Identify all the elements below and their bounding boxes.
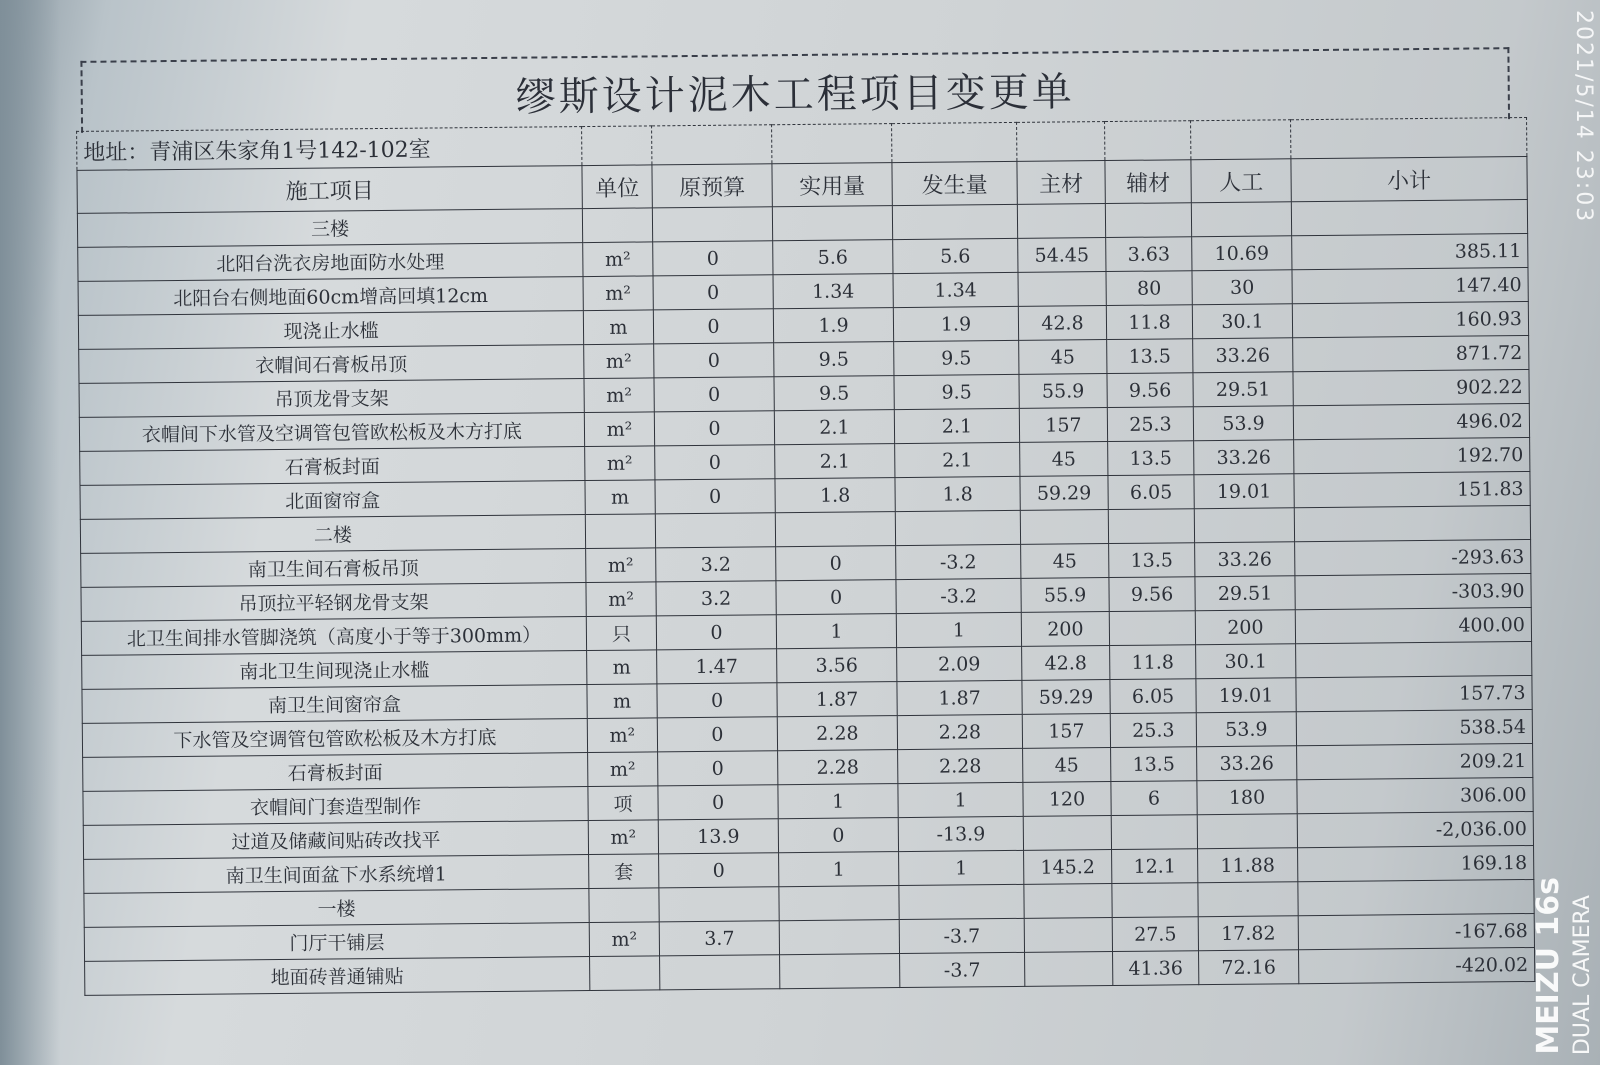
cell-diff: -3.2 bbox=[896, 544, 1021, 579]
cell-used: 2.28 bbox=[777, 716, 897, 751]
cell-aux: 80 bbox=[1106, 271, 1192, 306]
cell-budget: 0 bbox=[653, 275, 773, 310]
cell-aux: 27.5 bbox=[1112, 917, 1198, 952]
cell-budget: 13.9 bbox=[658, 819, 778, 854]
cell-diff: 9.5 bbox=[894, 374, 1019, 409]
cell-diff: -3.7 bbox=[899, 918, 1024, 953]
cell-item: 吊顶龙骨支架 bbox=[79, 379, 584, 418]
cell-unit: 只 bbox=[586, 616, 656, 651]
cell-subtotal: 871.72 bbox=[1293, 335, 1529, 371]
cell-aux: 13.5 bbox=[1111, 747, 1197, 782]
cell-budget: 0 bbox=[656, 615, 776, 650]
header-used: 实用量 bbox=[772, 163, 892, 207]
cell-main: 55.9 bbox=[1021, 578, 1109, 613]
cell-budget: 0 bbox=[658, 785, 778, 820]
cell-aux: 6 bbox=[1111, 781, 1197, 816]
cell-used: 0 bbox=[778, 818, 898, 853]
cell-main: 157 bbox=[1019, 408, 1107, 443]
cell-main: 157 bbox=[1022, 714, 1110, 749]
cell-unit: m bbox=[583, 310, 653, 345]
cell-used: 2.1 bbox=[774, 410, 894, 445]
cell-labor: 17.82 bbox=[1198, 916, 1298, 951]
cell-main: 45 bbox=[1021, 544, 1109, 579]
cell-subtotal: 538.54 bbox=[1296, 709, 1532, 745]
cell-item: 北阳台右侧地面60cm增高回填12cm bbox=[78, 277, 583, 316]
cell-diff: 1.87 bbox=[897, 680, 1022, 715]
cell-unit: m bbox=[585, 480, 655, 515]
cell-aux bbox=[1109, 611, 1195, 646]
cell-budget: 1.47 bbox=[657, 649, 777, 684]
cell-aux: 13.5 bbox=[1109, 543, 1195, 578]
cell-unit: m² bbox=[585, 446, 655, 481]
cell-item: 吊顶拉平轻钢龙骨支架 bbox=[81, 583, 586, 622]
cell-labor: 33.26 bbox=[1194, 440, 1294, 475]
cell-main: 55.9 bbox=[1019, 374, 1107, 409]
floor-label: 三楼 bbox=[77, 209, 582, 248]
cell-diff: 2.1 bbox=[895, 442, 1020, 477]
header-budget: 原预算 bbox=[652, 164, 772, 208]
cell-item: 南卫生间面盆下水系统增1 bbox=[84, 855, 589, 894]
cell-unit: m² bbox=[588, 820, 658, 855]
cell-labor: 53.9 bbox=[1196, 712, 1296, 747]
cell-budget: 0 bbox=[658, 751, 778, 786]
cell-subtotal: 169.18 bbox=[1298, 845, 1534, 881]
cell-unit: m² bbox=[587, 718, 657, 753]
address-cell bbox=[77, 127, 582, 171]
cell-item: 南卫生间窗帘盒 bbox=[82, 685, 587, 724]
floor-label: 一楼 bbox=[84, 889, 589, 928]
cell-labor bbox=[1197, 814, 1297, 849]
cell-aux: 11.8 bbox=[1106, 305, 1192, 340]
cell-labor: 53.9 bbox=[1193, 406, 1293, 441]
cell-aux: 9.56 bbox=[1107, 373, 1193, 408]
cell-item: 衣帽间门套造型制作 bbox=[83, 787, 588, 826]
cell-item: 石膏板封面 bbox=[80, 447, 585, 486]
cell-item: 北面窗帘盒 bbox=[80, 481, 585, 520]
cell-main bbox=[1024, 918, 1112, 953]
cell-aux: 12.1 bbox=[1112, 849, 1198, 884]
cell-budget: 0 bbox=[659, 853, 779, 888]
photo-timestamp: 2021/5/14 23:03 bbox=[1571, 10, 1596, 224]
cell-subtotal: -420.02 bbox=[1299, 947, 1535, 983]
cell-budget: 0 bbox=[655, 479, 775, 514]
header-diff: 发生量 bbox=[892, 161, 1017, 205]
cell-main: 45 bbox=[1023, 748, 1111, 783]
cell-diff: 2.28 bbox=[898, 748, 1023, 783]
cell-diff: 2.1 bbox=[894, 408, 1019, 443]
cell-diff: 2.09 bbox=[897, 646, 1022, 681]
header-labor: 人工 bbox=[1191, 159, 1291, 203]
cell-aux: 9.56 bbox=[1109, 577, 1195, 612]
cell-labor: 30.1 bbox=[1192, 304, 1292, 339]
camera-brand-watermark: MEIZU 16s bbox=[1531, 877, 1566, 1055]
document-title: 缪斯设计泥木工程项目变更单 bbox=[515, 68, 1075, 121]
cell-subtotal: 902.22 bbox=[1293, 369, 1529, 405]
cell-unit: m² bbox=[586, 548, 656, 583]
cell-budget: 0 bbox=[653, 241, 773, 276]
cell-subtotal: 160.93 bbox=[1292, 301, 1528, 337]
cell-budget: 3.7 bbox=[659, 921, 779, 956]
cell-labor: 29.51 bbox=[1195, 576, 1295, 611]
cell-item: 南卫生间石膏板吊顶 bbox=[81, 549, 586, 588]
cell-used: 1.87 bbox=[777, 682, 897, 717]
cell-used: 1 bbox=[779, 852, 899, 887]
cell-subtotal: 192.70 bbox=[1294, 437, 1530, 473]
cell-subtotal: 400.00 bbox=[1295, 607, 1531, 643]
cell-aux: 13.5 bbox=[1107, 339, 1193, 374]
cell-unit: m² bbox=[586, 582, 656, 617]
cell-used: 9.5 bbox=[774, 342, 894, 377]
cell-aux: 41.36 bbox=[1113, 951, 1199, 986]
cell-unit: m² bbox=[584, 412, 654, 447]
cell-aux: 6.05 bbox=[1108, 475, 1194, 510]
cell-used: 1.9 bbox=[773, 308, 893, 343]
cell-labor: 180 bbox=[1197, 780, 1297, 815]
cell-budget bbox=[660, 955, 780, 990]
cell-used: 0 bbox=[776, 546, 896, 581]
cell-main: 42.8 bbox=[1022, 646, 1110, 681]
header-subtotal: 小计 bbox=[1291, 157, 1527, 202]
cell-subtotal: -167.68 bbox=[1298, 913, 1534, 949]
cell-main: 200 bbox=[1021, 612, 1109, 647]
cell-subtotal: 209.21 bbox=[1297, 743, 1533, 779]
cell-labor: 11.88 bbox=[1198, 848, 1298, 883]
cell-aux: 6.05 bbox=[1110, 679, 1196, 714]
cell-budget: 0 bbox=[654, 411, 774, 446]
cell-unit: 项 bbox=[588, 786, 658, 821]
cell-budget: 3.2 bbox=[656, 547, 776, 582]
header-unit: 单位 bbox=[582, 165, 652, 209]
cell-budget: 0 bbox=[653, 309, 773, 344]
cell-diff: 1 bbox=[899, 850, 1024, 885]
cell-main: 59.29 bbox=[1022, 680, 1110, 715]
cell-unit: m² bbox=[588, 752, 658, 787]
cell-main: 45 bbox=[1019, 340, 1107, 375]
cell-unit: m² bbox=[589, 922, 659, 957]
cell-budget: 0 bbox=[654, 343, 774, 378]
cell-main bbox=[1025, 952, 1113, 987]
cell-item: 门厅干铺层 bbox=[84, 923, 589, 962]
floor-label: 二楼 bbox=[80, 515, 585, 554]
cell-item: 衣帽间石膏板吊顶 bbox=[79, 345, 584, 384]
cell-diff: 9.5 bbox=[894, 340, 1019, 375]
cell-unit: m bbox=[587, 650, 657, 685]
cell-used: 1.8 bbox=[775, 478, 895, 513]
cell-unit: m² bbox=[584, 344, 654, 379]
cell-aux: 3.63 bbox=[1106, 237, 1192, 272]
cell-diff: 1.34 bbox=[893, 272, 1018, 307]
cell-subtotal: 157.73 bbox=[1296, 675, 1532, 711]
cell-budget: 0 bbox=[657, 683, 777, 718]
cell-used: 1 bbox=[778, 784, 898, 819]
cell-diff: 1.8 bbox=[895, 476, 1020, 511]
cell-labor: 200 bbox=[1195, 610, 1295, 645]
cell-subtotal: 151.83 bbox=[1294, 471, 1530, 507]
cell-used: 1 bbox=[776, 614, 896, 649]
cell-subtotal bbox=[1296, 641, 1532, 677]
cell-main: 54.45 bbox=[1018, 238, 1106, 273]
header-main-material: 主材 bbox=[1017, 161, 1105, 205]
cell-subtotal: -2,036.00 bbox=[1297, 811, 1533, 847]
cell-unit: m² bbox=[583, 276, 653, 311]
cell-unit: m² bbox=[584, 378, 654, 413]
address: 地址：青浦区朱家角1号142-102室 bbox=[83, 137, 431, 166]
cell-unit bbox=[590, 956, 660, 991]
camera-label-watermark: DUAL CAMERA bbox=[1570, 894, 1595, 1055]
cell-labor: 33.26 bbox=[1197, 746, 1297, 781]
cell-subtotal: 385.11 bbox=[1292, 234, 1528, 270]
cell-budget: 0 bbox=[657, 717, 777, 752]
cell-diff: 5.6 bbox=[893, 238, 1018, 273]
cell-subtotal: 147.40 bbox=[1292, 267, 1528, 303]
cell-labor: 33.26 bbox=[1195, 542, 1295, 577]
cell-unit: 套 bbox=[589, 854, 659, 889]
cell-subtotal: -293.63 bbox=[1295, 539, 1531, 575]
cell-used: 5.6 bbox=[773, 240, 893, 275]
header-aux-material: 辅材 bbox=[1105, 160, 1191, 204]
cell-item: 南北卫生间现浇止水槛 bbox=[82, 651, 587, 690]
cell-diff: -3.2 bbox=[896, 578, 1021, 613]
cell-diff: -3.7 bbox=[900, 952, 1025, 987]
cell-item: 过道及储藏间贴砖改找平 bbox=[83, 821, 588, 860]
cell-item: 北卫生间排水管脚浇筑（高度小于等于300mm） bbox=[81, 617, 586, 656]
cell-used: 2.28 bbox=[778, 750, 898, 785]
cell-item: 地面砖普通铺贴 bbox=[85, 957, 590, 996]
cell-diff: 2.28 bbox=[897, 714, 1022, 749]
cell-labor: 29.51 bbox=[1193, 372, 1293, 407]
cell-labor: 33.26 bbox=[1193, 338, 1293, 373]
cell-main: 120 bbox=[1023, 782, 1111, 817]
cell-labor: 30.1 bbox=[1196, 644, 1296, 679]
cell-labor: 19.01 bbox=[1196, 678, 1296, 713]
cell-diff: 1.9 bbox=[893, 306, 1018, 341]
cell-main: 145.2 bbox=[1024, 850, 1112, 885]
cell-used: 0 bbox=[776, 580, 896, 615]
cell-aux: 11.8 bbox=[1110, 645, 1196, 680]
cell-aux bbox=[1111, 815, 1197, 850]
cell-used bbox=[779, 920, 899, 955]
cell-item: 石膏板封面 bbox=[83, 753, 588, 792]
cell-diff: -13.9 bbox=[898, 816, 1023, 851]
cell-budget: 3.2 bbox=[656, 581, 776, 616]
cell-aux: 25.3 bbox=[1107, 407, 1193, 442]
cell-diff: 1 bbox=[898, 782, 1023, 817]
cell-labor: 30 bbox=[1192, 270, 1292, 305]
cell-main: 45 bbox=[1020, 442, 1108, 477]
cell-main bbox=[1023, 816, 1111, 851]
cell-main bbox=[1018, 272, 1106, 307]
cell-used: 3.56 bbox=[777, 648, 897, 683]
cell-labor: 72.16 bbox=[1199, 950, 1299, 985]
cell-item: 下水管及空调管包管欧松板及木方打底 bbox=[82, 719, 587, 758]
cell-item: 北阳台洗衣房地面防水处理 bbox=[78, 243, 583, 282]
cell-subtotal: 496.02 bbox=[1293, 403, 1529, 439]
cell-item: 衣帽间下水管及空调管包管欧松板及木方打底 bbox=[79, 413, 584, 452]
cell-main: 59.29 bbox=[1020, 476, 1108, 511]
cell-labor: 10.69 bbox=[1192, 236, 1292, 271]
cell-used: 1.34 bbox=[773, 274, 893, 309]
cell-aux: 13.5 bbox=[1108, 441, 1194, 476]
table-body bbox=[77, 118, 1535, 996]
cell-used: 2.1 bbox=[775, 444, 895, 479]
change-order-sheet bbox=[35, 33, 1564, 1038]
cell-diff: 1 bbox=[896, 612, 1021, 647]
change-order-table bbox=[76, 117, 1535, 996]
cell-subtotal: 306.00 bbox=[1297, 777, 1533, 813]
cell-labor: 19.01 bbox=[1194, 474, 1294, 509]
cell-main: 42.8 bbox=[1018, 306, 1106, 341]
cell-item: 现浇止水槛 bbox=[78, 311, 583, 350]
cell-subtotal: -303.90 bbox=[1295, 573, 1531, 609]
cell-unit: m bbox=[587, 684, 657, 719]
cell-budget: 0 bbox=[655, 445, 775, 480]
cell-aux: 25.3 bbox=[1110, 713, 1196, 748]
cell-used bbox=[780, 954, 900, 989]
cell-used: 9.5 bbox=[774, 376, 894, 411]
header-item: 施工项目 bbox=[77, 166, 582, 214]
cell-unit: m² bbox=[583, 242, 653, 277]
cell-budget: 0 bbox=[654, 377, 774, 412]
